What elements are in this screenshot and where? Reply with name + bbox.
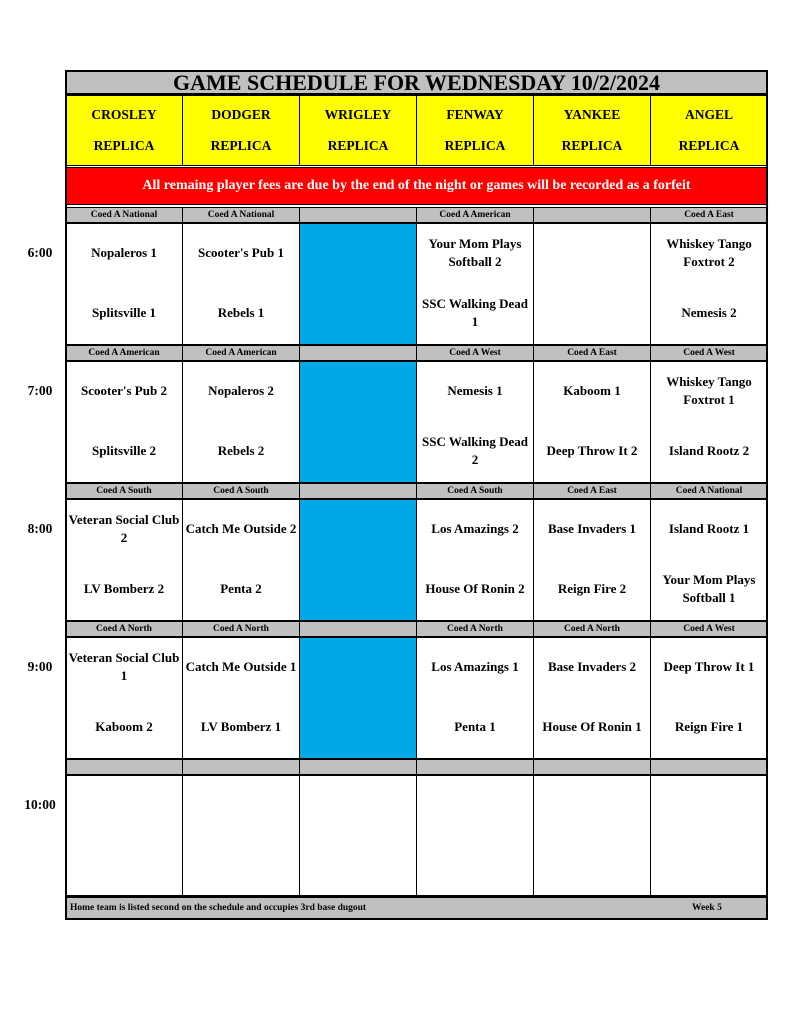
spacer-bar xyxy=(533,759,651,775)
field-name-line2: REPLICA xyxy=(678,138,740,154)
division-label: Coed A South xyxy=(182,483,300,499)
time-slot-label: 9:00 xyxy=(27,659,53,674)
division-label: Coed A National xyxy=(650,483,768,499)
home-team: Reign Fire 1 xyxy=(674,719,744,734)
away-team: Nopaleros 2 xyxy=(208,383,274,398)
away-team: Los Amazings 2 xyxy=(431,521,519,536)
field-header-crosley xyxy=(65,95,183,166)
schedule-footer xyxy=(65,896,768,920)
spacer-bar xyxy=(182,759,300,775)
field-name-line2: REPLICA xyxy=(210,138,272,154)
home-team: LV Bomberz 2 xyxy=(83,581,165,596)
away-team: Veteran Social Club 2 xyxy=(68,512,180,545)
field-header-wrigley xyxy=(299,95,417,166)
field-name-line1: WRIGLEY xyxy=(324,106,392,122)
empty-cell xyxy=(416,775,534,896)
home-team: Penta 2 xyxy=(220,581,262,596)
empty-cell xyxy=(533,775,651,896)
field-name-line1: YANKEE xyxy=(563,106,621,122)
home-team: SSC Walking Dead 1 xyxy=(422,296,528,329)
footer-note: Home team is listed second on the schedule and occupies 3rd base dugout xyxy=(70,903,367,913)
home-team: Nemesis 2 xyxy=(681,305,737,320)
spacer-bar xyxy=(65,759,183,775)
away-team: Whiskey Tango Foxtrot 2 xyxy=(666,236,752,269)
empty-cell xyxy=(65,775,183,896)
division-label: Coed A North xyxy=(416,621,534,637)
away-team: Veteran Social Club 1 xyxy=(68,650,180,683)
division-label: Coed A National xyxy=(65,207,183,223)
away-team: Nemesis 1 xyxy=(447,383,503,398)
home-team: Penta 1 xyxy=(454,719,496,734)
home-team: Island Rootz 2 xyxy=(668,443,750,458)
division-label xyxy=(299,207,417,223)
division-label: Coed A East xyxy=(650,207,768,223)
home-team: Splitsville 2 xyxy=(92,443,156,458)
home-team: LV Bomberz 1 xyxy=(200,719,282,734)
division-label: Coed A North xyxy=(533,621,651,637)
division-label xyxy=(299,621,417,637)
time-slot-label: 8:00 xyxy=(27,521,53,536)
home-team: Splitsville 1 xyxy=(92,305,156,320)
division-label: Coed A West xyxy=(416,345,534,361)
home-team: House Of Ronin 1 xyxy=(542,719,642,734)
closed-field-block xyxy=(299,361,417,483)
division-label: Coed A American xyxy=(416,207,534,223)
division-label: Coed A West xyxy=(650,621,768,637)
home-team: SSC Walking Dead 2 xyxy=(422,434,528,467)
field-name-line1: DODGER xyxy=(211,106,271,122)
spacer-bar xyxy=(416,759,534,775)
division-label: Coed A American xyxy=(182,345,300,361)
away-team xyxy=(533,231,651,275)
home-team: Your Mom Plays Softball 1 xyxy=(662,572,756,605)
division-label: Coed A South xyxy=(416,483,534,499)
spacer-bar xyxy=(299,759,417,775)
away-team: Base Invaders 2 xyxy=(547,659,637,674)
field-name-line2: REPLICA xyxy=(444,138,506,154)
field-name-line2: REPLICA xyxy=(561,138,623,154)
away-team: Deep Throw It 1 xyxy=(663,659,755,674)
late-time-label: 10:00 xyxy=(24,797,56,812)
home-team: Kaboom 2 xyxy=(95,719,153,734)
empty-cell xyxy=(182,775,300,896)
closed-field-block xyxy=(299,499,417,621)
empty-cell xyxy=(299,775,417,896)
field-name-line1: FENWAY xyxy=(446,106,504,122)
division-label: Coed A East xyxy=(533,483,651,499)
away-team: Kaboom 1 xyxy=(563,383,621,398)
away-team: Your Mom Plays Softball 2 xyxy=(428,236,522,269)
closed-field-block xyxy=(299,637,417,759)
spacer-bar xyxy=(650,759,768,775)
field-name-line2: REPLICA xyxy=(327,138,389,154)
home-team: House Of Ronin 2 xyxy=(425,581,525,596)
away-team: Los Amazings 1 xyxy=(431,659,519,674)
field-name-line1: CROSLEY xyxy=(91,106,157,122)
time-slot-label: 6:00 xyxy=(27,245,53,260)
away-team: Base Invaders 1 xyxy=(547,521,637,536)
away-team: Nopaleros 1 xyxy=(91,245,157,260)
division-label: Coed A West xyxy=(650,345,768,361)
away-team: Whiskey Tango Foxtrot 1 xyxy=(666,374,752,407)
field-header-yankee xyxy=(533,95,651,166)
field-name-line1: ANGEL xyxy=(684,106,733,122)
home-team: Reign Fire 2 xyxy=(557,581,627,596)
away-team: Scooter's Pub 1 xyxy=(198,245,284,260)
page-title: GAME SCHEDULE FOR WEDNESDAY 10/2/2024 xyxy=(65,70,768,95)
home-team xyxy=(533,291,651,335)
division-label xyxy=(533,207,651,223)
division-label: Coed A North xyxy=(65,621,183,637)
division-label: Coed A American xyxy=(65,345,183,361)
division-label: Coed A East xyxy=(533,345,651,361)
division-label xyxy=(299,483,417,499)
field-header-fenway xyxy=(416,95,534,166)
field-header-dodger xyxy=(182,95,300,166)
fee-banner: All remaing player fees are due by the end of the night or games will be recorded as a forfeit xyxy=(65,167,768,205)
closed-field-block xyxy=(299,223,417,345)
field-header-angel xyxy=(650,95,768,166)
empty-cell xyxy=(650,775,768,896)
field-name-line2: REPLICA xyxy=(93,138,155,154)
time-slot-label: 7:00 xyxy=(27,383,53,398)
away-team: Island Rootz 1 xyxy=(668,521,750,536)
away-team: Scooter's Pub 2 xyxy=(81,383,167,398)
division-label: Coed A South xyxy=(65,483,183,499)
home-team: Deep Throw It 2 xyxy=(546,443,638,458)
away-team: Catch Me Outside 1 xyxy=(185,659,297,674)
division-label: Coed A North xyxy=(182,621,300,637)
home-team: Rebels 2 xyxy=(217,443,265,458)
away-team: Catch Me Outside 2 xyxy=(185,521,297,536)
week-label: Week 5 xyxy=(692,903,722,913)
division-label: Coed A National xyxy=(182,207,300,223)
division-label xyxy=(299,345,417,361)
home-team: Rebels 1 xyxy=(217,305,265,320)
